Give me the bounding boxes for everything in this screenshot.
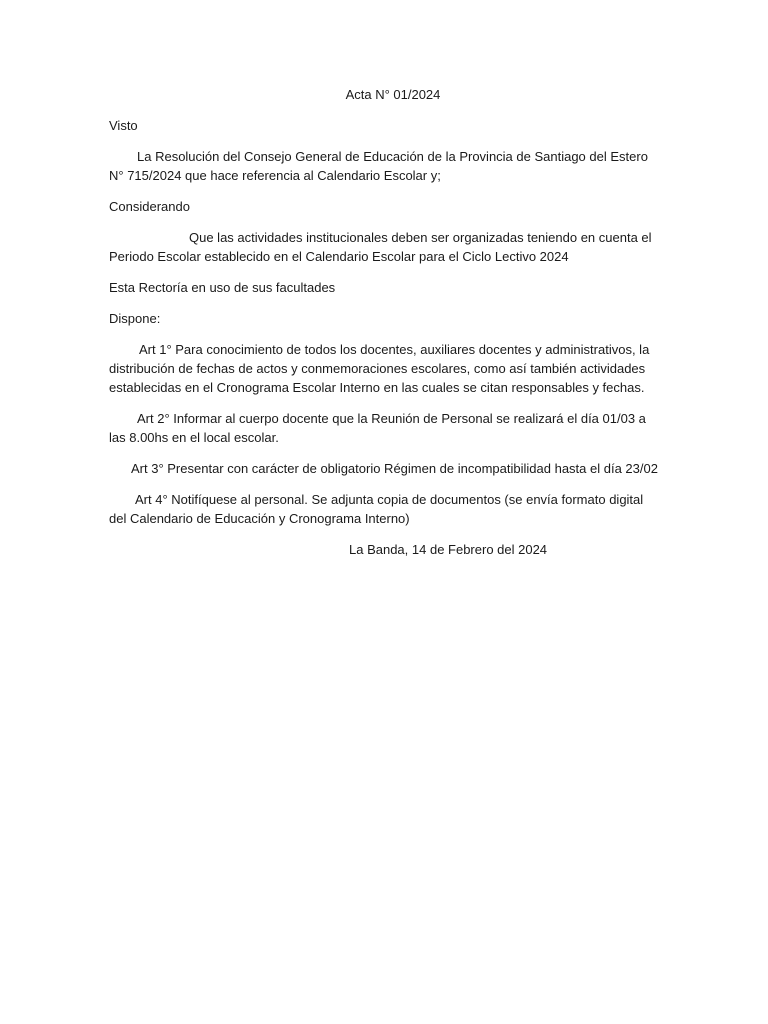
document-title: Acta N° 01/2024 — [345, 87, 441, 102]
dispone-heading: Dispone: — [109, 311, 161, 326]
article-1: Art 1° Para conocimiento de todos los docentes, auxiliares docentes y administrativos, la distribución de fechas de actos y conmemoraciones escolares, como así también actividades establecidas en el Cronograma Escolar Interno en las cuales se citan responsables y fechas. — [109, 342, 650, 395]
article-4: Art 4° Notifíquese al personal. Se adjunta copia de documentos (se envía formato digital del Calendario de Educación y Cronograma Interno) — [109, 492, 644, 526]
considerando-heading: Considerando — [109, 199, 190, 214]
signature-line: La Banda, 14 de Febrero del 2024 — [349, 542, 548, 557]
visto-paragraph: La Resolución del Consejo General de Educación de la Provincia de Santiago del Estero N° 715/2024 que hace referencia al Calendario Escolar y; — [109, 149, 648, 183]
article-3: Art 3° Presentar con carácter de obligatorio Régimen de incompatibilidad hasta el día 23/02 — [131, 461, 658, 476]
considerando-paragraph: Que las actividades institucionales deben ser organizadas teniendo en cuenta el Periodo Escolar establecido en el Calendario Escolar para el Ciclo Lectivo 2024 — [109, 230, 652, 264]
document-body — [109, 85, 661, 559]
visto-heading: Visto — [109, 118, 138, 133]
article-2: Art 2° Informar al cuerpo docente que la Reunión de Personal se realizará el día 01/03 a las 8.00hs en el local escolar. — [109, 411, 646, 445]
rectoria-paragraph: Esta Rectoría en uso de sus facultades — [109, 280, 336, 295]
